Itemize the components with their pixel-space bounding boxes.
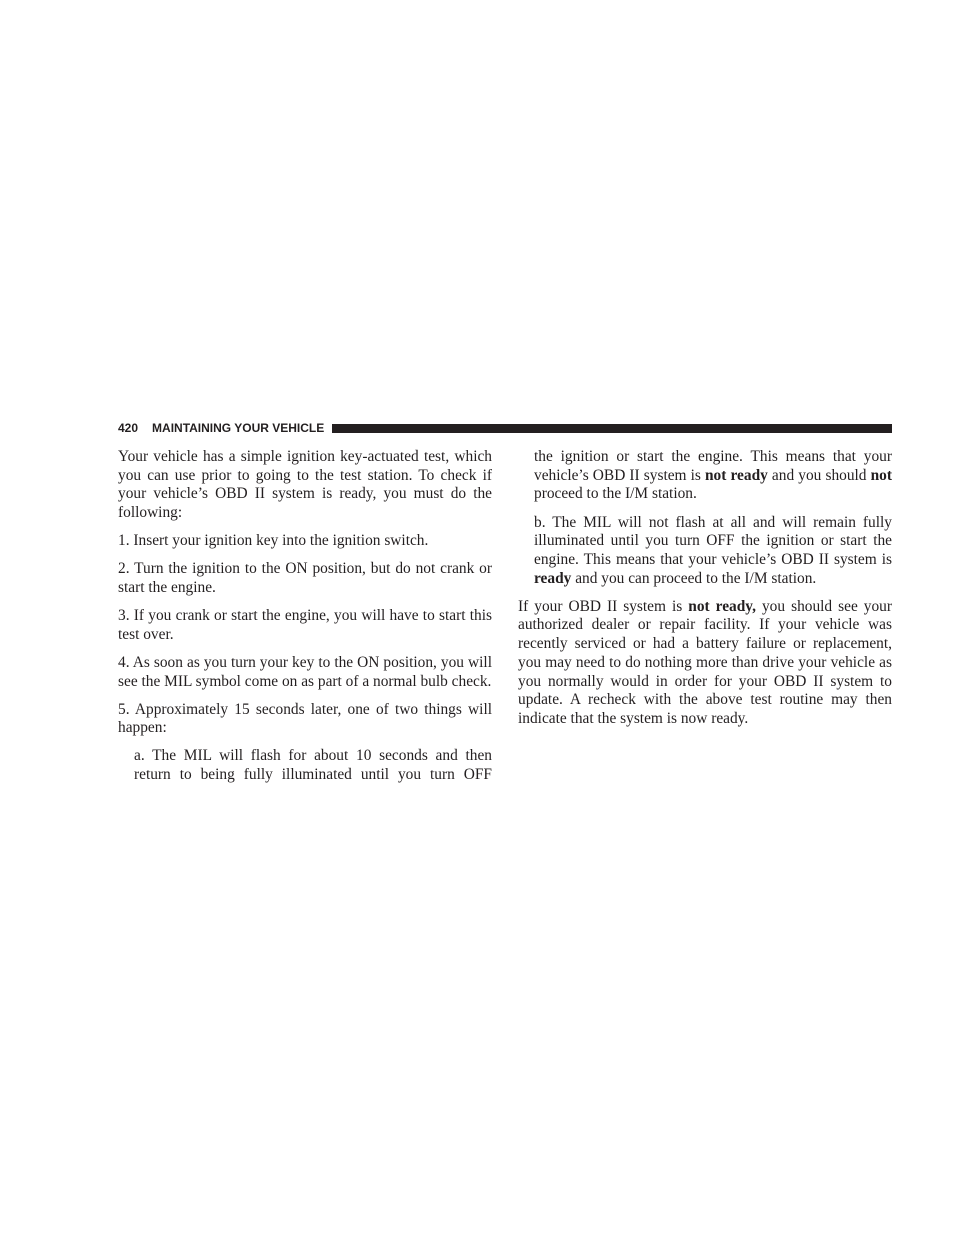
step-2: 2. Turn the ignition to the ON position, but do not crank or start the engine. (118, 560, 492, 596)
page-number: 420 (118, 421, 139, 435)
sub-b-ready: ready (534, 569, 572, 587)
header-rule (332, 424, 892, 433)
sub-b-text-2: and you can proceed to the I/M station. (571, 569, 817, 587)
sub-step-b (534, 514, 892, 589)
final-paragraph (518, 598, 892, 729)
intro-paragraph: Your vehicle has a simple ignition key-actuated test, which you can use prior to going to the test station. To check if your vehicle’s OBD II system is ready, you must do the following: (118, 448, 492, 522)
right-column (518, 448, 892, 738)
sub-a-text-3: proceed to the I/M station. (534, 485, 697, 503)
step-4: 4. As soon as you turn your key to the ON position, you will see the MIL symbol come on as part of a normal bulb check. (118, 653, 492, 690)
sub-a-text-2: and you should (767, 466, 871, 484)
sub-a-not: not (870, 466, 893, 484)
final-text-1: If your OBD II system is (518, 597, 689, 615)
step-5: 5. Approximately 15 seconds later, one of two things will happen: (118, 700, 492, 737)
page-header (118, 420, 892, 436)
sub-step-a-continued (534, 448, 892, 504)
sub-b-text-1: b. The MIL will not flash at all and will remain fully illuminated until you turn OFF the ignition or start the engine. This means that your vehicle’s OBD II system is (534, 513, 892, 568)
step-1: 1. Insert your ignition key into the ignition switch. (118, 532, 429, 550)
left-column (118, 448, 492, 794)
step-3: 3. If you crank or start the engine, you will have to start this test over. (118, 607, 492, 643)
section-title: MAINTAINING YOUR VEHICLE (152, 421, 325, 435)
sub-a-text-1: the ignition or start the engine. This means that your vehicle’s OBD II system is (534, 448, 892, 484)
final-text-2: you should see your authorized dealer or repair facility. If your vehicle was recently serviced or had a battery failure or replacement, you may need to do nothing more than drive your vehicle as you normally would in order for your OBD II system to update. A recheck with the above test routine may then indicate that the system is now ready. (518, 597, 893, 727)
sub-a-not-ready: not ready (705, 466, 768, 484)
final-not-ready: not ready, (688, 597, 756, 615)
sub-step-a: a. The MIL will flash for about 10 seconds and then return to being fully illuminated until you turn OFF (134, 747, 492, 784)
